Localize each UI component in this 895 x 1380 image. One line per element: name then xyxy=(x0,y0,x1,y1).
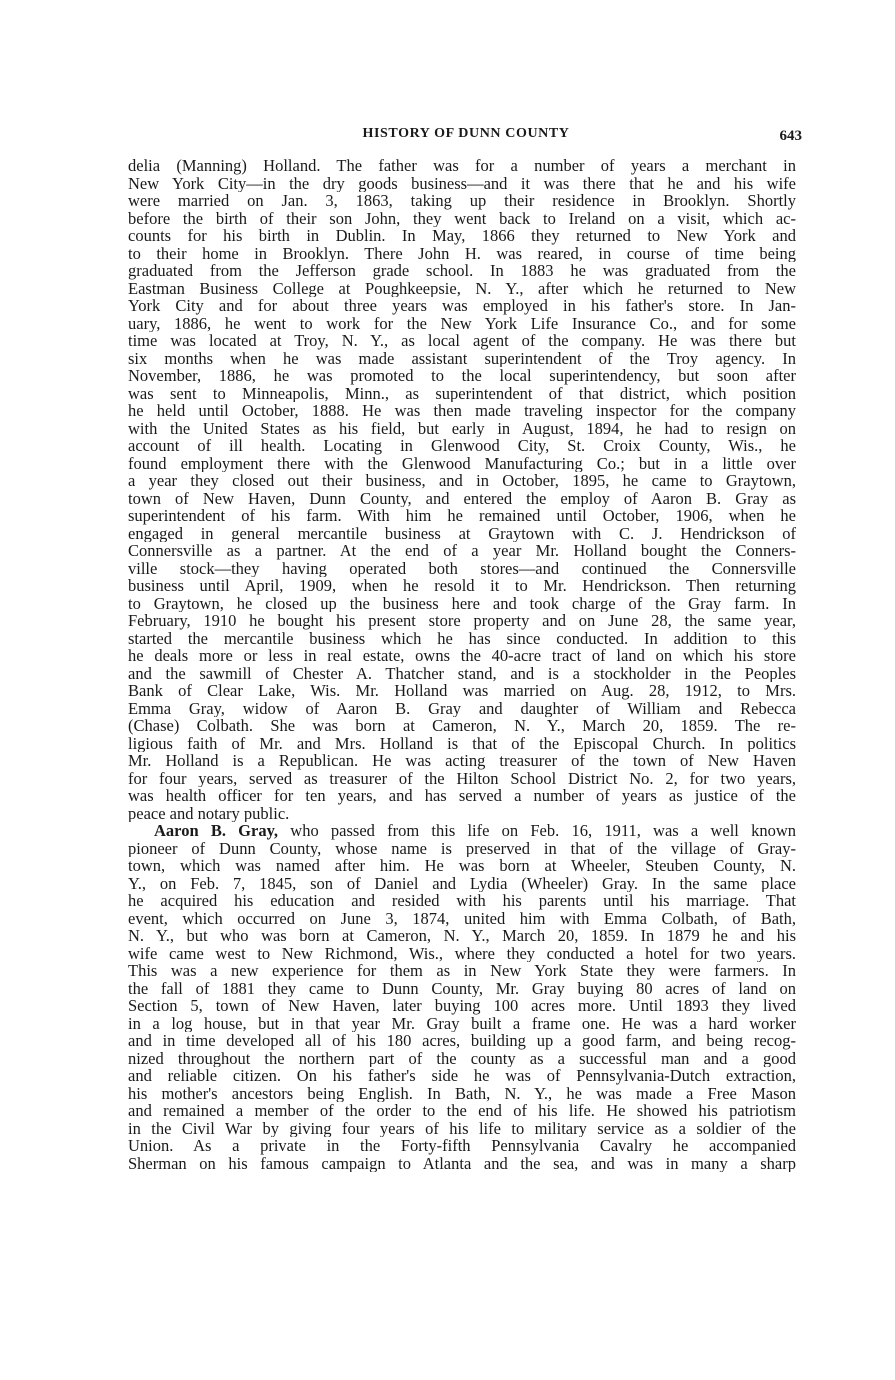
text-line: ville stock—they having operated both stores—and continued the Connersville xyxy=(128,559,796,577)
text-line: a year they closed out their business, and in October, 1895, he came to Graytown, xyxy=(128,472,796,490)
text-line: and in time developed all of his 180 acres, building up a good farm, and being recog- xyxy=(128,1032,796,1050)
text-line: Y., on Feb. 7, 1845, son of Daniel and Lydia (Wheeler) Gray. In the same place xyxy=(128,874,796,892)
body-text xyxy=(128,157,796,1172)
text-line: six months when he was made assistant superintendent of the Troy agency. In xyxy=(128,349,796,367)
text-line: New York City—in the dry goods business—and it was there that he and his wife xyxy=(128,174,796,192)
text-line: before the birth of their son John, they went back to Ireland on a visit, which ac- xyxy=(128,209,796,227)
text-line: was health officer for ten years, and has served a number of years as justice of the xyxy=(128,787,796,805)
text-line: graduated from the Jefferson grade school. In 1883 he was graduated from the xyxy=(128,262,796,280)
text-line: Mr. Holland is a Republican. He was acting treasurer of the town of New Haven xyxy=(128,752,796,770)
text-line: This was a new experience for them as in New York State they were farmers. In xyxy=(128,962,796,980)
text-line: Sherman on his famous campaign to Atlanta and the sea, and was in many a sharp xyxy=(128,1154,796,1172)
text-line: ligious faith of Mr. and Mrs. Holland is that of the Episcopal Church. In politics xyxy=(128,734,796,752)
text-line: and remained a member of the order to the end of his life. He showed his patriotism xyxy=(128,1102,796,1120)
text-line: delia (Manning) Holland. The father was for a number of years a merchant in xyxy=(128,157,796,175)
paragraph-aaron-gray-biography xyxy=(128,822,796,1172)
text-line: he deals more or less in real estate, owns the 40-acre tract of land on which his store xyxy=(128,647,796,665)
text-line: Union. As a private in the Forty-fifth Pennsylvania Cavalry he accompanied xyxy=(128,1137,796,1155)
paragraph-holland-biography xyxy=(128,157,796,822)
text-line: November, 1886, he was promoted to the local superintendency, but soon after xyxy=(128,367,796,385)
text-line: with the United States as his field, but early in August, 1894, he had to resign on xyxy=(128,419,796,437)
text-line: Emma Gray, widow of Aaron B. Gray and daughter of William and Rebecca xyxy=(128,699,796,717)
text-line: Section 5, town of New Haven, later buying 100 acres more. Until 1893 they lived xyxy=(128,997,796,1015)
text-line: York City and for about three years was employed in his father's store. In Jan- xyxy=(128,297,796,315)
text-line: were married on Jan. 3, 1863, taking up their residence in Brooklyn. Shortly xyxy=(128,192,796,210)
running-title: HISTORY OF DUNN COUNTY xyxy=(362,126,570,141)
text-line: N. Y., but who was born at Cameron, N. Y., March 20, 1859. In 1879 he and his xyxy=(128,927,796,945)
text-line: time was located at Troy, N. Y., as local agent of the company. He was there but xyxy=(128,332,796,350)
text-line: wife came west to New Richmond, Wis., where they conducted a hotel for two years. xyxy=(128,944,796,962)
page-number: 643 xyxy=(779,128,802,144)
biography-subject-name: Aaron B. Gray, xyxy=(154,822,279,840)
text-line: pioneer of Dunn County, whose name is preserved in that of the village of Gray- xyxy=(128,839,796,857)
paragraph-first-line xyxy=(128,822,796,840)
text-line: in a log house, but in that year Mr. Gray built a frame one. He was a hard worker xyxy=(128,1014,796,1032)
text-line: Connersville as a partner. At the end of a year Mr. Holland bought the Conners- xyxy=(128,542,796,560)
text-line: nized throughout the northern part of the county as a successful man and a good xyxy=(128,1049,796,1067)
text-line: (Chase) Colbath. She was born at Cameron, N. Y., March 20, 1859. The re- xyxy=(128,717,796,735)
text-line: peace and notary public. xyxy=(128,804,290,822)
text-line: for four years, served as treasurer of the Hilton School District No. 2, for two years, xyxy=(128,769,796,787)
text-line: counts for his birth in Dublin. In May, 1866 they returned to New York and xyxy=(128,227,796,245)
text-line: engaged in general mercantile business at Graytown with C. J. Hendrickson of xyxy=(128,524,796,542)
text-line: was sent to Minneapolis, Minn., as superintendent of that district, which position xyxy=(128,384,796,402)
text-line: started the mercantile business which he has since conducted. In addition to this xyxy=(128,629,796,647)
text-line: the fall of 1881 they came to Dunn County, Mr. Gray buying 80 acres of land on xyxy=(128,979,796,997)
text-line: Eastman Business College at Poughkeepsie, N. Y., after which he returned to New xyxy=(128,279,796,297)
text-line: superintendent of his farm. With him he remained until October, 1906, when he xyxy=(128,507,796,525)
text-line: he held until October, 1888. He was then made traveling inspector for the company xyxy=(128,402,796,420)
page-header xyxy=(130,126,802,148)
text-line: event, which occurred on June 3, 1874, united him with Emma Colbath, of Bath, xyxy=(128,909,796,927)
text-line: Bank of Clear Lake, Wis. Mr. Holland was married on Aug. 28, 1912, to Mrs. xyxy=(128,682,796,700)
text-line: found employment there with the Glenwood Manufacturing Co.; but in a little over xyxy=(128,454,796,472)
text-line: and the sawmill of Chester A. Thatcher stand, and is a stockholder in the Peoples xyxy=(128,664,796,682)
first-line-text: who passed from this life on Feb. 16, 1911, was a well known xyxy=(278,822,796,840)
text-line: February, 1910 he bought his present store property and on June 28, the same year, xyxy=(128,612,796,630)
text-line: business until April, 1909, when he resold it to Mr. Hendrickson. Then returning xyxy=(128,577,796,595)
text-line: uary, 1886, he went to work for the New York Life Insurance Co., and for some xyxy=(128,314,796,332)
text-line: and reliable citizen. On his father's side he was of Pennsylvania-Dutch extraction, xyxy=(128,1067,796,1085)
text-line: in the Civil War by giving four years of his life to military service as a soldier of the xyxy=(128,1119,796,1137)
text-line: town of New Haven, Dunn County, and entered the employ of Aaron B. Gray as xyxy=(128,489,796,507)
text-line: account of ill health. Locating in Glenwood City, St. Croix County, Wis., he xyxy=(128,437,796,455)
text-line: his mother's ancestors being English. In Bath, N. Y., he was made a Free Mason xyxy=(128,1084,796,1102)
text-line: to Graytown, he closed up the business here and took charge of the Gray farm. In xyxy=(128,594,796,612)
text-line: he acquired his education and resided with his parents until his marriage. That xyxy=(128,892,796,910)
text-line: to their home in Brooklyn. There John H. was reared, in course of time being xyxy=(128,244,796,262)
text-line: town, which was named after him. He was born at Wheeler, Steuben County, N. xyxy=(128,857,796,875)
